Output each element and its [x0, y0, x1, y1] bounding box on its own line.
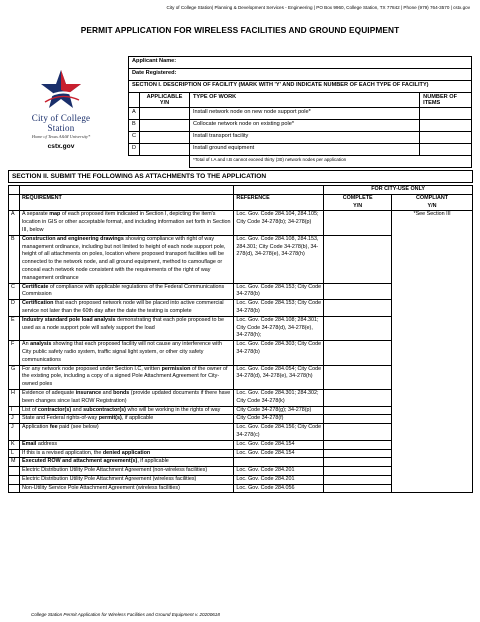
- requirement-text: Application fee paid (see below): [19, 424, 233, 441]
- reference-text: Loc. Gov. Code 284.303; City Code 34-278(b): [234, 341, 324, 365]
- reference-text: Loc. Gov. Code 284.201: [234, 467, 324, 476]
- row-letter: L: [9, 449, 20, 458]
- date-registered-label[interactable]: Date Registered:: [129, 69, 472, 81]
- complete-input[interactable]: [324, 211, 392, 235]
- reference-text: Loc. Gov. Code 284.154: [234, 440, 324, 449]
- row-letter: B: [9, 235, 20, 283]
- page-title: PERMIT APPLICATION FOR WIRELESS FACILITIES AND GROUND EQUIPMENT: [80, 25, 400, 35]
- reference-text: City Code 34-278(f): [234, 415, 324, 424]
- section1-row: D Install ground equipment: [129, 144, 472, 156]
- reference-text: Loc. Gov. Code 284.056: [234, 484, 324, 493]
- col-applicable: APPLICABLE Y/N: [140, 93, 190, 108]
- requirement-text: State and Federal rights-of-way permit(s), if applicable: [19, 415, 233, 424]
- row-letter: [9, 484, 20, 493]
- complete-input[interactable]: [324, 475, 392, 484]
- section1-table: [128, 56, 472, 168]
- requirement-text: Evidence of adequate insurance and bonds (provide updated documents if there have been changes since last ROW Registration): [19, 389, 233, 406]
- complete-input[interactable]: [324, 235, 392, 283]
- row-letter: E: [9, 316, 20, 340]
- row-letter: K: [9, 440, 20, 449]
- col-reference: REFERENCE: [234, 194, 324, 211]
- section1-row: B Collocate network node on existing pole*: [129, 120, 472, 132]
- reference-text: [234, 458, 324, 467]
- footer-version: College Station Permit Application for Wireless Facilities and Ground Equipment v. 20200618: [31, 612, 220, 617]
- requirement-text: A separate map of each proposed item indicated in Section I, depicting the item's location in GIS or other acceptable format, and including information set forth in Section III, below: [19, 211, 233, 235]
- requirement-text: Electric Distribution Utility Pole Attachment Agreement (non-wireless facilities): [19, 467, 233, 476]
- complete-input[interactable]: [324, 316, 392, 340]
- reference-text: Loc. Gov. Code 284.154: [234, 449, 324, 458]
- complete-input[interactable]: [324, 424, 392, 441]
- applicable-input[interactable]: [140, 132, 190, 144]
- logo-url: cstx.gov: [47, 143, 75, 150]
- row-letter: J: [9, 424, 20, 441]
- row-letter: D: [9, 300, 20, 317]
- complete-input[interactable]: [324, 283, 392, 300]
- requirement-text: If this is a revised application, the denied application: [19, 449, 233, 458]
- reference-text: City Code 34-278(g); 34-278(p): [234, 406, 324, 415]
- row-letter: [9, 475, 20, 484]
- row-letter: A: [9, 211, 20, 235]
- reference-text: Loc. Gov. Code 284.108; 284.301; City Code 34-278(d), 34-278(e), 34-278(h);: [234, 316, 324, 340]
- requirement-text: Certification that each proposed network node will be placed into active commercial service not later than the 60th day after the date the testing is complete: [19, 300, 233, 317]
- requirement-text: List of contractor(s) and subcontractor(s) who will be working in the rights of way: [19, 406, 233, 415]
- complete-input[interactable]: [324, 300, 392, 317]
- section1-note: *Total of I.A and I.B cannot exceed thirty (30) network nodes per application: [189, 156, 471, 168]
- row-letter: F: [9, 341, 20, 365]
- col-requirement: REQUIREMENT: [19, 194, 233, 211]
- number-input[interactable]: [420, 132, 472, 144]
- applicable-input[interactable]: [140, 108, 190, 120]
- section1-heading: SECTION I. DESCRIPTION OF FACILITY (MARK WITH 'Y' AND INDICATE NUMBER OF EACH TYPE OF FACILITY): [129, 81, 472, 93]
- section1-row: C Install transport facility: [129, 132, 472, 144]
- reference-text: Loc. Gov. Code 284.054; City Code 34-278(d), 34-278(e), 34-278(h): [234, 365, 324, 389]
- requirement-text: Non-Utility Service Pole Attachment Agreement (wireless facilities): [19, 484, 233, 493]
- compliant-see-section: *See Section III: [392, 211, 473, 493]
- logo-tagline: Home of Texas A&M University*: [31, 134, 91, 139]
- number-input[interactable]: [420, 108, 472, 120]
- requirement-text: Electric Distribution Utility Pole Attachment Agreement (wireless facilities): [19, 475, 233, 484]
- row-letter: G: [9, 365, 20, 389]
- row-letter: H: [9, 389, 20, 406]
- col-compliant: COMPLIANT Y/N: [392, 194, 473, 211]
- complete-input[interactable]: [324, 467, 392, 476]
- contact-line: City of College Station| Planning & Development Services - Engineering | PO Box 9960, College Station, TX 77842 | Phone (979) 764-3570 | cstx.gov: [166, 5, 470, 10]
- reference-text: Loc. Gov. Code 284.301; 284.302; City Code 34-278(k): [234, 389, 324, 406]
- reference-text: Loc. Gov. Code 284.156; City Code 34-278(c): [234, 424, 324, 441]
- logo-name: City of College Station: [31, 113, 91, 133]
- complete-input[interactable]: [324, 458, 392, 467]
- star-logo-icon: [39, 68, 83, 112]
- complete-input[interactable]: [324, 365, 392, 389]
- section2-table: [8, 185, 473, 493]
- for-city-use-label: FOR CITY-USE ONLY: [324, 186, 473, 195]
- section2-heading: SECTION II. SUBMIT THE FOLLOWING AS ATTACHMENTS TO THE APPLICATION: [8, 170, 473, 183]
- city-logo: [22, 68, 100, 150]
- row-letter: C: [9, 283, 20, 300]
- requirement-text: Executed ROW and attachment agreement(s), if applicable: [19, 458, 233, 467]
- reference-text: Loc. Gov. Code 284.153; City Code 34-278(b): [234, 283, 324, 300]
- section1-row: A Install network node on new node support pole*: [129, 108, 472, 120]
- applicant-name-label[interactable]: Applicant Name:: [129, 57, 472, 69]
- reference-text: Loc. Gov. Code 284.153; City Code 34-278(b): [234, 300, 324, 317]
- reference-text: Loc. Gov. Code 284.108, 284.153, 284.301; City Code 34-278(b), 34-278(d), 34-278(e), 34-278(h): [234, 235, 324, 283]
- col-type-of-work: TYPE OF WORK: [189, 93, 419, 108]
- row-letter: [9, 467, 20, 476]
- row-letter: I: [9, 406, 20, 415]
- number-input[interactable]: [420, 144, 472, 156]
- requirement-text: For any network node proposed under Section I.C, written permission of the owner of the existing pole, including a copy of a signed Pole Attachment Agreement for City-owned poles: [19, 365, 233, 389]
- complete-input[interactable]: [324, 415, 392, 424]
- requirement-text: Industry standard pole load analysis demonstrating that each pole proposed to be used as a node support pole will safely support the load: [19, 316, 233, 340]
- reference-text: Loc. Gov. Code 284.201: [234, 475, 324, 484]
- complete-input[interactable]: [324, 406, 392, 415]
- complete-input[interactable]: [324, 389, 392, 406]
- applicable-input[interactable]: [140, 120, 190, 132]
- requirement-text: Certificate of compliance with applicable regulations of the Federal Communications Commission: [19, 283, 233, 300]
- complete-input[interactable]: [324, 484, 392, 493]
- applicable-input[interactable]: [140, 144, 190, 156]
- requirement-text: An analysis showing that each proposed facility will not cause any interference with City public safety radio system, traffic signal light system, or other city safety communications: [19, 341, 233, 365]
- requirement-text: Construction and engineering drawings showing compliance with right of way management ordinance, including but not limited to height of each node support pole, height of all attachments on poles, location where proposed transport facilities will be connected to the network node, and all ground equipment, method to camouflage or conceal each network node consistent with the requirements of the right of way management ordinance: [19, 235, 233, 283]
- requirement-text: Email address: [19, 440, 233, 449]
- row-letter: M: [9, 458, 20, 467]
- col-number-items: NUMBER OF ITEMS: [420, 93, 472, 108]
- complete-input[interactable]: [324, 440, 392, 449]
- number-input[interactable]: [420, 120, 472, 132]
- complete-input[interactable]: [324, 341, 392, 365]
- requirement-row: [9, 211, 473, 235]
- col-complete: COMPLETE Y/N: [324, 194, 392, 211]
- row-letter: J: [9, 415, 20, 424]
- complete-input[interactable]: [324, 449, 392, 458]
- reference-text: Loc. Gov. Code 284.104, 284.105; City Code 34-278(b); 34-278(p): [234, 211, 324, 235]
